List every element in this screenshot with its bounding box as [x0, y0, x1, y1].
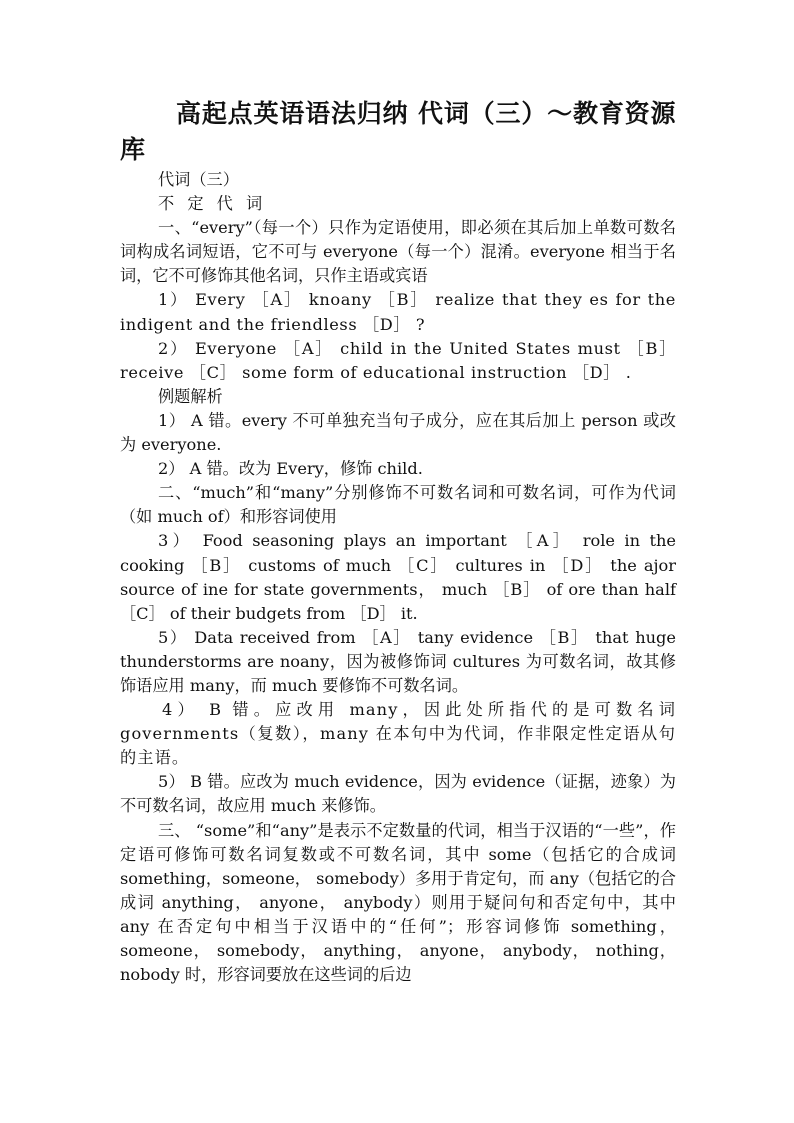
paragraph-section-title: 代词（三）: [158, 170, 239, 189]
paragraph-question-1: 1） Every ［A］ knoany ［B］ realize that they es for the indigent and the friendless ［D］ ?: [120, 290, 676, 334]
paragraph-analysis-heading: 例题解析: [158, 386, 223, 406]
document-title: 高起点英语语法归纳 代词（三）～教育资源库: [120, 99, 676, 164]
paragraph-some-any-rule: 三、 “some”和“any”是表示不定数量的代词，相当于汉语的“一些”，作定语可修饰可数名词复数或不可数名词，其中 some（包括它的合成词 something，someone， somebody）多用于肯定句，而 any（包括它的合成词 anything， anyone， anybody）则用于疑问句和否定句中，其中 any 在否定句中相当于汉语中的“任何”；形容词修饰 something， someone， somebody， anything， anyone， anybody， nothing， nobody 时，形容词要放在这些词的后边: [120, 820, 676, 985]
paragraph-answer-1: 1） A 错。every 不可单独充当句子成分，应在其后加上 person 或改为 everyone.: [120, 410, 676, 455]
paragraph-answer-2: 2） A 错。改为 Every，修饰 child.: [158, 459, 423, 479]
paragraph-subtitle: 不 定 代 词: [158, 194, 267, 214]
paragraph-every-rule: 一、“every”（每一个）只作为定语使用，即必须在其后加上单数可数名词构成名词短语，它不可与 everyone（每一个）混淆。everyone 相当于名词，它不可修饰其他名词，只作主语或宾语: [120, 218, 676, 286]
paragraph-answer-4: 4） B 错。应改用 many，因此处所指代的是可数名词 governments（复数），many 在本句中为代词，作非限定性定语从句的主语。: [120, 700, 676, 768]
paragraph-answer-5: 5） B 错。应改为 much evidence，因为 evidence（证据，迹象）为不可数名词，故应用 much 来修饰。: [120, 772, 676, 816]
paragraph-question-3: 3） Food seasoning plays an important ［A］ role in the cooking ［B］ customs of much ［C］ cultures in ［D］ the ajor source of ine for state governments， much ［B］ of ore than half ［C］ of their budgets from ［D］ it.: [120, 531, 676, 623]
paragraph-question-5: 5） Data received from ［A］ tany evidence ［B］ that huge thunderstorms are noany，因为被修饰词 cultures 为可数名词，故其修饰语应用 many，而 much 要修饰不可数名词。: [120, 627, 676, 695]
paragraph-much-many-rule: 二、“much”和“many”分别修饰不可数名词和可数名词，可作为代词（如 much of）和形容词使用: [120, 483, 676, 527]
paragraph-question-2: 2） Everyone ［A］ child in the United States must ［B］ receive ［C］ some form of educational instruction ［D］ .: [120, 338, 676, 382]
document-page: [120, 96, 676, 987]
